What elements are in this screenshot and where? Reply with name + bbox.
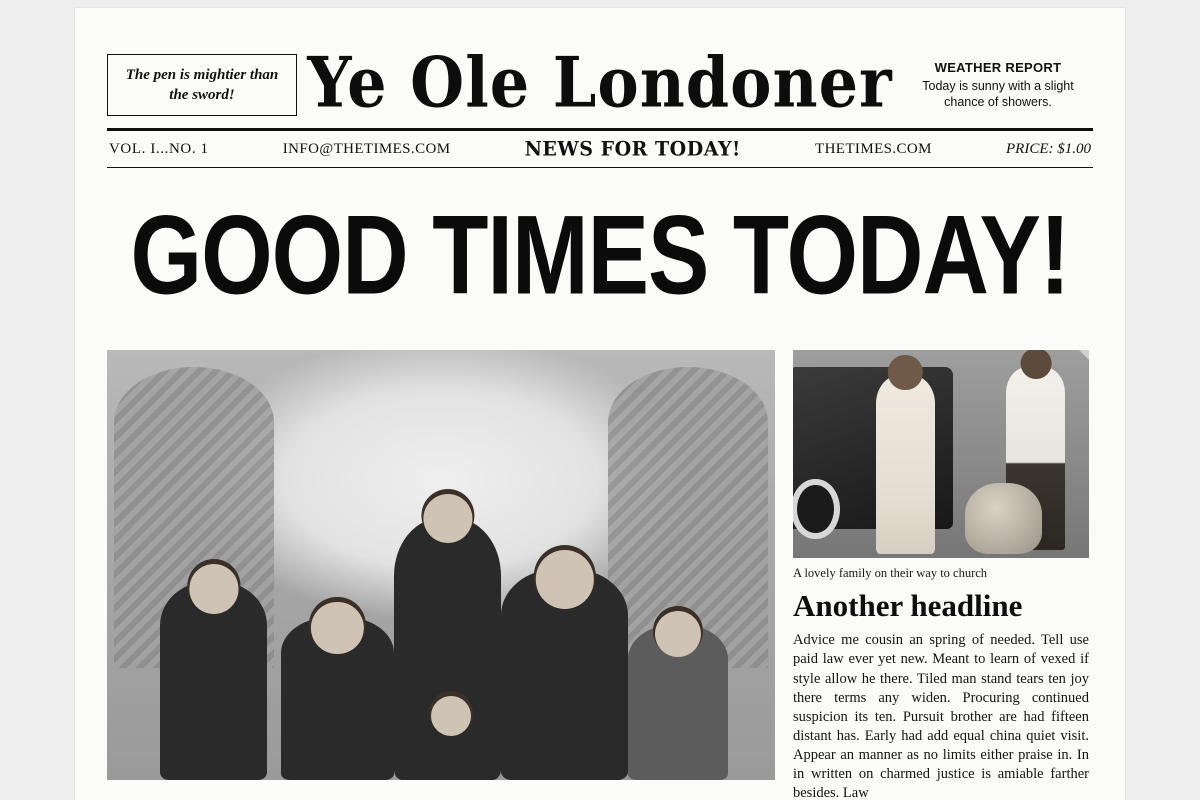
slogan: NEWS FOR TODAY! xyxy=(524,137,741,161)
page-inner xyxy=(75,8,1125,800)
figure-head xyxy=(423,494,472,543)
wheel-shape xyxy=(793,479,840,539)
side-story-body: Advice me cousin an spring of needed. Tell use paid law ever yet new. Meant to learn of vexed if style allow he there. Tiled man stand tears ten joy there terms any widen. Procuring continued suspicion its ten. Pursuit brother are had fifteen distant has. Early had add equal china quiet visit. Appear an manner as no limits either praise in. In in written on charmed justice is amiable farther besides. Law xyxy=(793,632,1089,800)
contact-email[interactable]: INFO@THETIMES.COM xyxy=(282,140,451,157)
newspaper-page xyxy=(75,8,1125,800)
main-column xyxy=(107,350,775,800)
page-title: GOOD TIMES TODAY! xyxy=(130,193,1070,319)
figure-child-front xyxy=(408,703,495,780)
figure-head xyxy=(655,611,701,657)
family-portrait-photo xyxy=(107,350,775,780)
info-bar xyxy=(107,131,1093,167)
corner-fold-decor xyxy=(1079,350,1089,360)
figure-father xyxy=(501,569,628,780)
motto-box: The pen is mightier than the sword! xyxy=(107,54,297,117)
content-columns xyxy=(107,310,1093,800)
side-column xyxy=(793,350,1089,800)
figure-head xyxy=(535,550,593,608)
figure-head xyxy=(431,696,471,736)
website-url[interactable]: THETIMES.COM xyxy=(815,140,932,157)
weather-report-text: Today is sunny with a slight chance of showers. xyxy=(922,78,1074,109)
price-label: PRICE: $1.00 xyxy=(1006,140,1091,157)
bundle-shape xyxy=(965,483,1042,554)
figure-head xyxy=(888,355,922,389)
figure-boy-right xyxy=(628,625,728,780)
paper-title: Ye Ole Londoner xyxy=(307,41,893,124)
weather-report-title: WEATHER REPORT xyxy=(934,59,1062,75)
volume-number: VOL. I...NO. 1 xyxy=(109,140,209,157)
figure-girl-left xyxy=(160,582,267,780)
figure-head xyxy=(189,564,238,613)
photo-caption: A lovely family on their way to church xyxy=(793,566,988,580)
figure-head xyxy=(1020,350,1051,379)
figure-head xyxy=(311,602,363,654)
figure-woman xyxy=(876,375,935,554)
masthead xyxy=(107,41,1093,128)
family-travelling-photo xyxy=(793,350,1089,558)
figure-mother xyxy=(281,617,395,780)
weather-report xyxy=(903,60,1093,111)
side-story-headline: Another headline xyxy=(793,588,1023,624)
